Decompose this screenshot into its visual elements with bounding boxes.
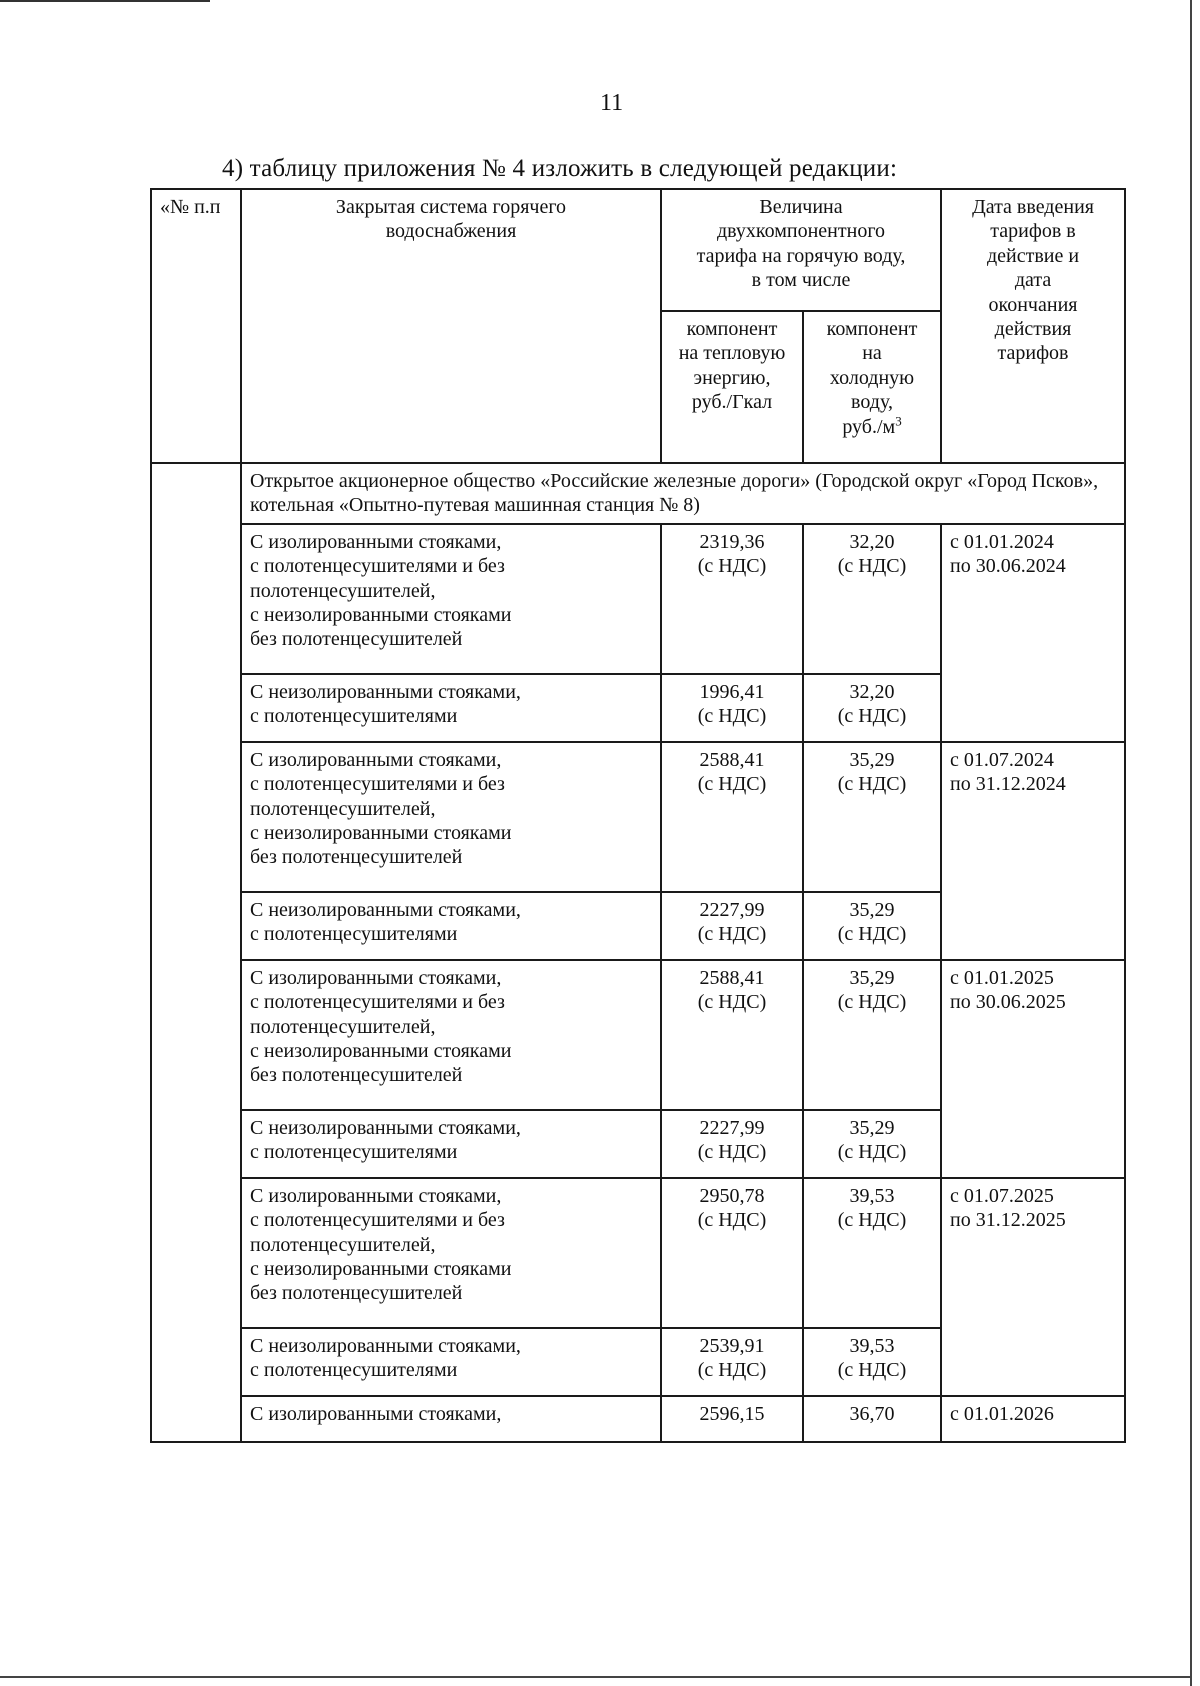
header-two-component-tariff: Величина двухкомпонентного тарифа на горячую воду, в том числе [661,189,941,311]
tariff-period: с 01.07.2025 по 31.12.2025 [941,1178,1125,1396]
tariff-period: с 01.07.2024 по 31.12.2024 [941,742,1125,960]
system-description: С неизолированными стояками, с полотенцесушителями [241,674,661,742]
cold-water-component-value: 32,20 (с НДС) [803,524,941,674]
cold-water-component-value: 35,29 (с НДС) [803,892,941,960]
system-description: С неизолированными стояками, с полотенцесушителями [241,1110,661,1178]
system-description: С изолированными стояками, с полотенцесушителями и без полотенцесушителей, с неизолированными стояками без полотенцесушителей [241,960,661,1110]
heat-component-value: 2950,78 (с НДС) [661,1178,803,1328]
tariff-period: с 01.01.2024 по 30.06.2024 [941,524,1125,742]
heat-component-value: 2227,99 (с НДС) [661,892,803,960]
cold-water-component-value: 35,29 (с НДС) [803,960,941,1110]
heat-component-value: 2588,41 (с НДС) [661,960,803,1110]
system-description: С изолированными стояками, с полотенцесушителями и без полотенцесушителей, с неизолированными стояками без полотенцесушителей [241,524,661,674]
table-header [151,189,1125,463]
header-tariff-dates: Дата введения тарифов в действие и дата окончания действия тарифов [941,189,1125,463]
cold-water-component-value: 39,53 (с НДС) [803,1328,941,1396]
amendment-intro: 4) таблицу приложения № 4 изложить в следующей редакции: [222,155,898,182]
header-row-number: «№ п.п [151,189,241,463]
tariff-period: с 01.01.2025 по 30.06.2025 [941,960,1125,1178]
heat-component-value: 2596,15 [661,1396,803,1442]
scan-edge-bottom [0,1676,1192,1678]
heat-component-value: 2539,91 (с НДС) [661,1328,803,1396]
system-description: С изолированными стояками, [241,1396,661,1442]
system-description: С неизолированными стояками, с полотенцесушителями [241,892,661,960]
header-hot-water-system: Закрытая система горячего водоснабжения [241,189,661,463]
scan-edge-top [0,0,210,2]
row-number-cell [151,463,241,1442]
scan-edge-right [1190,0,1192,1686]
cold-water-component-value: 36,70 [803,1396,941,1442]
header-heat-component: компонент на тепловую энергию, руб./Гкал [661,311,803,463]
tariff-period: с 01.01.2026 [941,1396,1125,1442]
table-row [151,1396,1125,1442]
heat-component-value: 2588,41 (с НДС) [661,742,803,892]
table-row [151,524,1125,674]
heat-component-value: 2319,36 (с НДС) [661,524,803,674]
heat-component-value: 2227,99 (с НДС) [661,1110,803,1178]
system-description: С изолированными стояками, с полотенцесушителями и без полотенцесушителей, с неизолированными стояками без полотенцесушителей [241,1178,661,1328]
cold-water-component-value: 35,29 (с НДС) [803,742,941,892]
cold-water-component-value: 32,20 (с НДС) [803,674,941,742]
system-description: С изолированными стояками, с полотенцесушителями и без полотенцесушителей, с неизолированными стояками без полотенцесушителей [241,742,661,892]
table-row [151,742,1125,892]
tariff-table [150,188,1126,1443]
organization-row [151,463,1125,524]
header-cold-water-text: компонент на холодную воду, руб./м [826,318,918,438]
page-number: 11 [600,90,624,116]
header-cold-water-unit-superscript: 3 [895,412,902,428]
table-row [151,1178,1125,1328]
cold-water-component-value: 39,53 (с НДС) [803,1178,941,1328]
header-cold-water-component [803,311,941,463]
heat-component-value: 1996,41 (с НДС) [661,674,803,742]
organization-name: Открытое акционерное общество «Российские железные дороги» (Городской округ «Город Псков», котельная «Опытно-путевая машинная станция № 8) [241,463,1125,524]
table-row [151,960,1125,1110]
cold-water-component-value: 35,29 (с НДС) [803,1110,941,1178]
system-description: С неизолированными стояками, с полотенцесушителями [241,1328,661,1396]
table-body [151,463,1125,1442]
